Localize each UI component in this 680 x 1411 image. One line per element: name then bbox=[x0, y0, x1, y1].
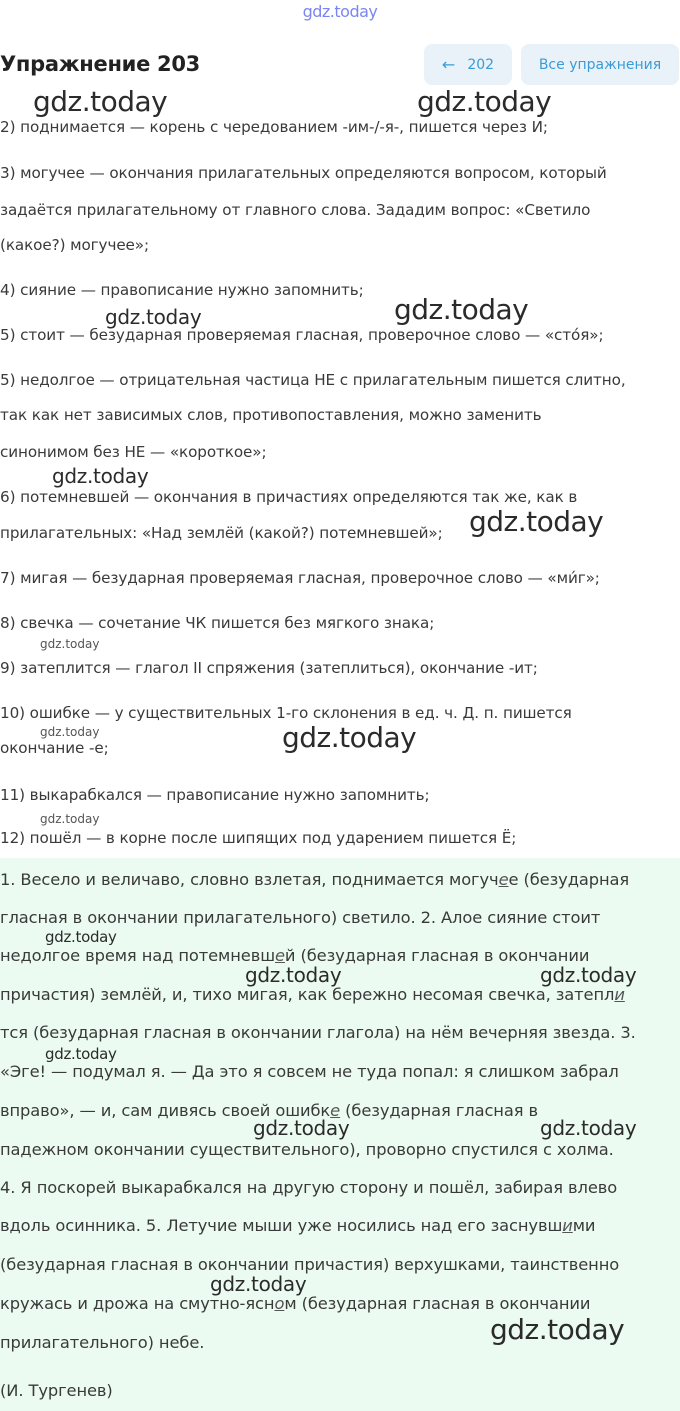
inserted-letter: е bbox=[275, 946, 285, 965]
explanation-line: 2) поднимается — корень с чередованием -им-/-я-, пишется через И; bbox=[0, 118, 548, 136]
watermark: gdz.today bbox=[210, 1272, 307, 1296]
inserted-letter: о bbox=[274, 1294, 285, 1313]
site-logo[interactable]: gdz.today bbox=[302, 2, 378, 21]
watermark: gdz.today bbox=[394, 293, 529, 326]
answer-line: причастия) землёй, и, тихо мигая, как бережно несомая свечка, затепли bbox=[0, 985, 625, 1004]
page-title: Упражнение 203 bbox=[0, 52, 200, 76]
watermark: gdz.today bbox=[52, 464, 149, 488]
arrow-left-icon: ← bbox=[441, 55, 456, 74]
watermark: gdz.today bbox=[45, 1045, 117, 1063]
watermark: gdz.today bbox=[282, 721, 417, 754]
watermark: gdz.today bbox=[105, 305, 202, 329]
inserted-letter: е bbox=[498, 870, 509, 889]
answer-line: прилагательного) небе. bbox=[0, 1333, 205, 1352]
answer-line: вправо», — и, сам дивясь своей ошибке (безударная гласная в bbox=[0, 1101, 538, 1120]
watermark: gdz.today bbox=[490, 1313, 625, 1346]
watermark: gdz.today bbox=[40, 637, 100, 651]
watermark: gdz.today bbox=[417, 85, 552, 118]
explanation-line: 9) затеплится — глагол II спряжения (затеплиться), окончание -ит; bbox=[0, 659, 538, 677]
watermark: gdz.today bbox=[45, 928, 117, 946]
answer-line: 1. Весело и величаво, словно взлетая, поднимается могучее (безударная bbox=[0, 870, 630, 889]
answer-line: недолгое время над потемневшей (безударная гласная в окончании bbox=[0, 946, 590, 965]
answer-line: падежном окончании существительного), проворно спустился с холма. bbox=[0, 1140, 614, 1159]
watermark: gdz.today bbox=[540, 963, 637, 987]
watermark: gdz.today bbox=[253, 1116, 350, 1140]
previous-exercise-label: 202 bbox=[467, 56, 495, 73]
watermark: gdz.today bbox=[40, 725, 100, 739]
watermark: gdz.today bbox=[33, 85, 168, 118]
answer-line: кружась и дрожа на смутно-ясном (безударная гласная в окончании bbox=[0, 1294, 591, 1313]
inserted-letter: е bbox=[330, 1101, 341, 1120]
watermark: gdz.today bbox=[469, 505, 604, 538]
explanation-line: 10) ошибке — у существительных 1-го склонения в ед. ч. Д. п. пишется bbox=[0, 704, 572, 722]
explanation-line: 7) мигая — безударная проверяемая гласная, проверочное слово — «ми́г»; bbox=[0, 569, 600, 587]
explanation-line: 5) стоит — безударная проверяемая гласная, проверочное слово — «сто́я»; bbox=[0, 326, 604, 344]
watermark: gdz.today bbox=[245, 963, 342, 987]
watermark: gdz.today bbox=[540, 1116, 637, 1140]
explanation-line: задаётся прилагательному от главного слова. Зададим вопрос: «Светило bbox=[0, 201, 591, 219]
explanation-line: 4) сияние — правописание нужно запомнить; bbox=[0, 281, 364, 299]
answer-line: «Эге! — подумал я. — Да это я совсем не туда попал: я слишком забрал bbox=[0, 1062, 619, 1081]
explanation-line: 3) могучее — окончания прилагательных определяются вопросом, который bbox=[0, 164, 607, 182]
answer-line: вдоль осинника. 5. Летучие мыши уже носились над его заснувшими bbox=[0, 1216, 596, 1235]
answer-line: (безударная гласная в окончании причастия) верхушками, таинственно bbox=[0, 1255, 620, 1274]
explanation-line: (какое?) могучее»; bbox=[0, 236, 150, 254]
explanation-line: синонимом без НЕ — «короткое»; bbox=[0, 443, 267, 461]
explanation-line: 12) пошёл — в корне после шипящих под ударением пишется Ё; bbox=[0, 829, 517, 847]
inserted-letter: и bbox=[562, 1216, 573, 1235]
author-credit: (И. Тургенев) bbox=[0, 1381, 113, 1400]
explanation-line: 6) потемневшей — окончания в причастиях определяются так же, как в bbox=[0, 488, 578, 506]
explanation-line: прилагательных: «Над землёй (какой?) потемневшей»; bbox=[0, 524, 443, 542]
explanation-line: так как нет зависимых слов, противопоставления, можно заменить bbox=[0, 406, 542, 424]
explanation-line: 11) выкарабкался — правописание нужно запомнить; bbox=[0, 786, 430, 804]
answer-line: гласная в окончании прилагательного) светило. 2. Алое сияние стоит bbox=[0, 908, 601, 927]
answer-line: тся (безударная гласная в окончании глагола) на нём вечерняя звезда. 3. bbox=[0, 1023, 636, 1042]
previous-exercise-button[interactable] bbox=[424, 44, 512, 85]
inserted-letter: и bbox=[614, 985, 625, 1004]
answer-line: 4. Я поскорей выкарабкался на другую сторону и пошёл, забирая влево bbox=[0, 1178, 618, 1197]
explanation-line: окончание -е; bbox=[0, 739, 109, 757]
explanation-line: 5) недолгое — отрицательная частица НЕ с прилагательным пишется слитно, bbox=[0, 371, 626, 389]
explanation-line: 8) свечка — сочетание ЧК пишется без мягкого знака; bbox=[0, 614, 435, 632]
watermark: gdz.today bbox=[40, 812, 100, 826]
all-exercises-button[interactable]: Все упражнения bbox=[521, 44, 679, 85]
